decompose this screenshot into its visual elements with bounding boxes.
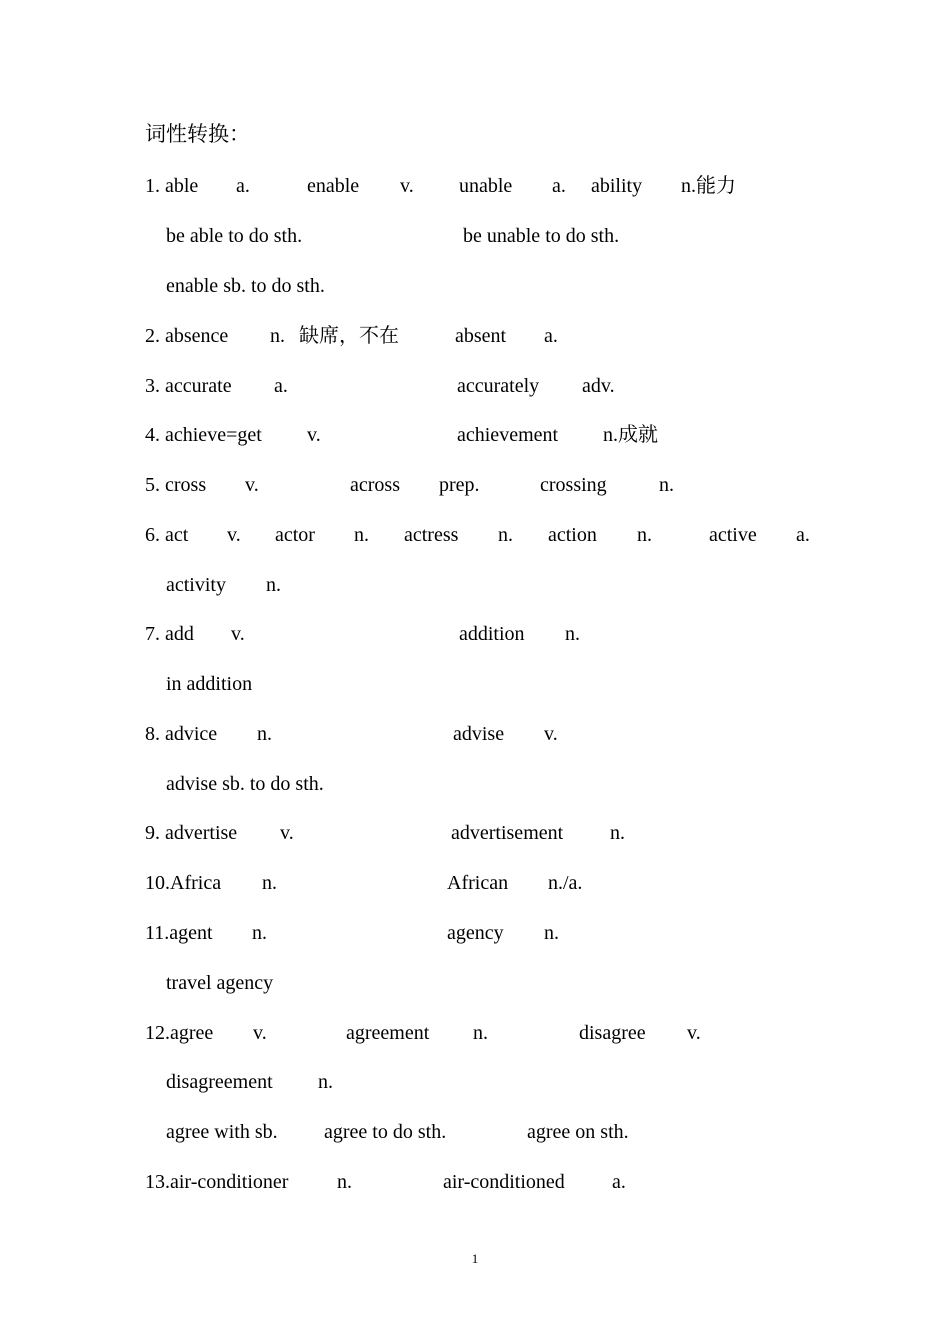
entry-token: unable	[459, 175, 513, 197]
entry-token: a.	[274, 375, 288, 397]
entry-line	[0, 868, 950, 898]
entry-token: enable	[307, 175, 360, 197]
entry-token: 6. act	[145, 524, 189, 546]
entry-token: addition	[459, 623, 525, 645]
entry-line	[0, 918, 950, 948]
entry-token: n.	[257, 723, 272, 745]
entry-token: 7. add	[145, 623, 194, 645]
entry-token: a.	[796, 524, 810, 546]
entry-token: n.	[262, 872, 277, 894]
entry-token: 1. able	[145, 175, 199, 197]
entry-line	[0, 271, 950, 301]
entry-token: action	[548, 524, 597, 546]
entry-token: v.	[400, 175, 414, 197]
entry-token: advertisement	[451, 822, 564, 844]
entry-token: agree on sth.	[527, 1121, 629, 1143]
entry-token: v.	[544, 723, 558, 745]
entry-line	[0, 669, 950, 699]
entry-token: disagree	[579, 1022, 646, 1044]
entry-token: crossing	[540, 474, 607, 496]
entry-token: 12.agree	[145, 1022, 214, 1044]
entry-line	[0, 1018, 950, 1048]
entry-token: enable sb. to do sth.	[166, 275, 325, 297]
entry-token: a.	[544, 325, 558, 347]
entry-token: n.能力	[681, 175, 736, 197]
entry-token: achievement	[457, 424, 559, 446]
entry-token: ability	[591, 175, 643, 197]
entry-token: activity	[166, 574, 226, 596]
entry-line	[0, 719, 950, 749]
entry-token: n./a.	[548, 872, 583, 894]
entry-token: a.	[236, 175, 250, 197]
entry-token: disagreement	[166, 1071, 273, 1093]
entry-line	[0, 221, 950, 251]
entry-token: advise sb. to do sth.	[166, 773, 324, 795]
entry-token: v.	[231, 623, 245, 645]
entry-line	[0, 321, 950, 351]
entry-line	[0, 1067, 950, 1097]
entry-token: 缺席，不在	[299, 325, 399, 347]
entry-token: 10.Africa	[145, 872, 222, 894]
entry-token: n.	[266, 574, 281, 596]
entry-line	[0, 818, 950, 848]
entry-token: n.	[354, 524, 369, 546]
entry-token: 4. achieve=get	[145, 424, 262, 446]
entry-token: n.	[498, 524, 513, 546]
entry-token: across	[350, 474, 400, 496]
entry-token: be able to do sth.	[166, 225, 303, 247]
entry-token: a.	[612, 1171, 626, 1193]
entry-token: n.	[637, 524, 652, 546]
entry-token: n.	[318, 1071, 333, 1093]
entry-token: actor	[275, 524, 315, 546]
entry-token: African	[447, 872, 509, 894]
entry-token: 11.agent	[145, 922, 213, 944]
entry-line	[0, 570, 950, 600]
entry-line	[0, 1117, 950, 1147]
entry-line	[0, 171, 950, 201]
entry-line	[0, 520, 950, 550]
entry-token: n.	[337, 1171, 352, 1193]
entry-token: adv.	[582, 375, 615, 397]
entry-token: in addition	[166, 673, 253, 695]
entry-line	[0, 619, 950, 649]
entry-token: v.	[253, 1022, 267, 1044]
entry-token: n.	[610, 822, 625, 844]
entry-token: a.	[552, 175, 566, 197]
entry-token: n.	[544, 922, 559, 944]
entry-line	[0, 420, 950, 450]
entry-token: air-conditioned	[443, 1171, 565, 1193]
entry-token: v.	[687, 1022, 701, 1044]
entry-token: v.	[307, 424, 321, 446]
entry-line	[0, 470, 950, 500]
page-heading: 词性转换：	[145, 122, 250, 146]
entry-token: travel agency	[166, 972, 274, 994]
entry-token: 8. advice	[145, 723, 218, 745]
entry-token: n.	[473, 1022, 488, 1044]
entry-token: n.	[565, 623, 580, 645]
entry-token: v.	[245, 474, 259, 496]
entry-token: agree with sb.	[166, 1121, 278, 1143]
entry-line	[0, 769, 950, 799]
entry-token: prep.	[439, 474, 480, 496]
page-number: 1	[471, 1251, 479, 1266]
entry-token: be unable to do sth.	[463, 225, 620, 247]
entry-token: agreement	[346, 1022, 430, 1044]
entry-token: actress	[404, 524, 459, 546]
entry-token: v.	[280, 822, 294, 844]
entry-token: 13.air-conditioner	[145, 1171, 289, 1193]
entry-token: agree to do sth.	[324, 1121, 447, 1143]
entry-token: 2. absence	[145, 325, 229, 347]
entry-token: n.	[659, 474, 674, 496]
entry-token: n.	[270, 325, 285, 347]
entry-token: 3. accurate	[145, 375, 232, 397]
entry-token: n.	[252, 922, 267, 944]
entry-token: accurately	[457, 375, 540, 397]
entry-token: n.成就	[603, 424, 658, 446]
entry-token: agency	[447, 922, 504, 944]
entry-token: advise	[453, 723, 505, 745]
entry-line	[0, 371, 950, 401]
entry-token: 9. advertise	[145, 822, 238, 844]
entry-token: v.	[227, 524, 241, 546]
entry-line	[0, 1167, 950, 1197]
entry-token: absent	[455, 325, 507, 347]
entry-line	[0, 968, 950, 998]
entry-token: active	[709, 524, 757, 546]
entry-token: 5. cross	[145, 474, 207, 496]
